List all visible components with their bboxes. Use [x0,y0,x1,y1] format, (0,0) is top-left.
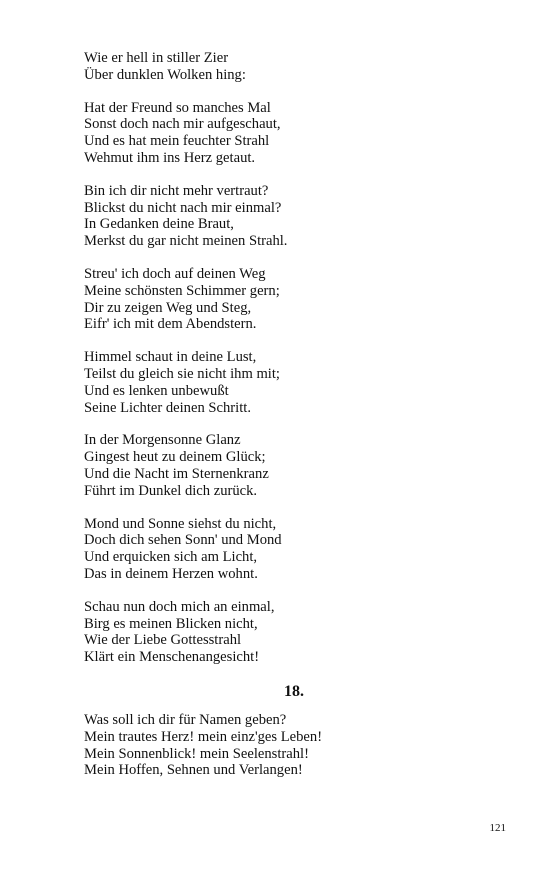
verse-line: Streu' ich doch auf deinen Weg [84,265,266,282]
verse-line: Meine schönsten Schimmer gern; [84,282,280,299]
verse-line: Wehmut ihm ins Herz getaut. [84,149,256,166]
verse-line: Mein Hoffen, Sehnen und Verlangen! [84,762,303,779]
verse-line: Seine Lichter deinen Schritt. [84,399,251,416]
verse-line: Merkst du gar nicht meinen Strahl. [84,233,288,250]
verse-line: Himmel schaut in deine Lust, [84,349,257,366]
poem-number: 18. [284,682,304,700]
stanza [84,349,504,416]
verse-line: Mein Sonnenblick! mein Seelenstrahl! [84,745,309,762]
stanza [84,516,504,583]
verse-line: Und erquicken sich am Licht, [84,549,258,566]
poem-18-stanza [84,712,504,779]
page-number: 121 [489,822,506,834]
verse-line: Bin ich dir nicht mehr vertraut? [84,182,269,199]
verse-line: Über dunklen Wolken hing: [84,66,246,83]
stanza [84,100,504,167]
verse-line: Und es lenken unbewußt [84,382,229,399]
stanza [84,599,504,666]
verse-line: Mond und Sonne siehst du nicht, [84,515,277,532]
verse-line: In Gedanken deine Braut, [84,216,234,233]
poem-continuation [84,50,504,666]
verse-line: Eifr' ich mit dem Abendstern. [84,316,257,333]
verse-line: Doch dich sehen Sonn' und Mond [84,532,282,549]
verse-line: Sonst doch nach mir aufgeschaut, [84,116,281,133]
verse-line: Wie er hell in stiller Zier [84,50,229,66]
stanza [84,50,504,84]
verse-line: Führt im Dunkel dich zurück. [84,482,258,499]
verse-line: Hat der Freund so manches Mal [84,99,271,116]
verse-line: Und es hat mein feuchter Strahl [84,133,270,150]
stanza [84,432,504,499]
verse-line: In der Morgensonne Glanz [84,432,241,449]
verse-line: Dir zu zeigen Weg und Steg, [84,299,252,316]
verse-line: Und die Nacht im Sternenkranz [84,465,269,482]
verse-line: Blickst du nicht nach mir einmal? [84,199,282,216]
verse-line: Was soll ich dir für Namen geben? [84,711,287,728]
verse-line: Birg es meinen Blicken nicht, [84,615,258,632]
stanza [84,183,504,250]
page-body [84,50,504,795]
verse-line: Teilst du gleich sie nicht ihm mit; [84,365,280,382]
stanza [84,266,504,333]
verse-line: Mein trautes Herz! mein einz'ges Leben! [84,728,323,745]
verse-line: Schau nun doch mich an einmal, [84,598,275,615]
verse-line: Das in deinem Herzen wohnt. [84,565,258,582]
verse-line: Wie der Liebe Gottesstrahl [84,632,242,649]
verse-line: Gingest heut zu deinem Glück; [84,449,266,466]
verse-line: Klärt ein Menschenangesicht! [84,649,260,666]
